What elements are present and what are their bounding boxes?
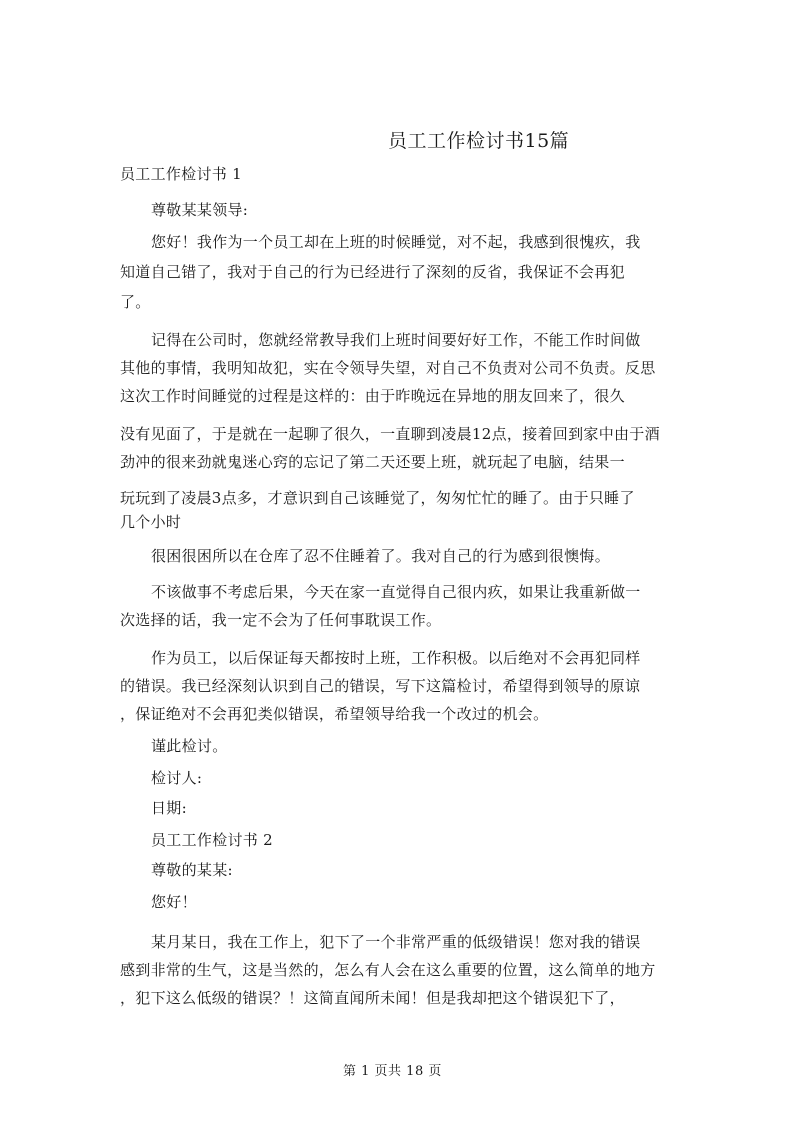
paragraph-line: 了。 [120,293,151,311]
paragraph-line: 不该做事不考虑后果，今天在家一直觉得自己很内疚，如果让我重新做一 [151,583,641,601]
section-heading: 员工工作检讨书 1 [120,165,243,183]
salutation: 尊敬的某某: [151,861,233,879]
page-footer: 第 1 页共 18 页 [343,1064,442,1079]
salutation: 尊敬某某领导: [151,201,249,219]
paragraph-line: 知道自己错了，我对于自己的行为已经进行了深刻的反省，我保证不会再犯 [120,263,625,281]
paragraph-line: 几个小时 [120,513,182,531]
paragraph-line: 很困很困所以在仓库了忍不住睡着了。我对自己的行为感到很懊悔。 [151,547,611,565]
paragraph-line: 记得在公司时，您就经常教导我们上班时间要好好工作，不能工作时间做 [151,331,641,349]
closing-line: 谨此检讨。 [151,737,228,755]
paragraph-line: 作为员工，以后保证每天都按时上班，工作积极。以后绝对不会再犯同样 [151,649,641,667]
paragraph-line: ，犯下这么低级的错误？！这简直闻所未闻！但是我却把这个错误犯下了， [120,989,625,1007]
paragraph-line: 劲冲的很来劲就鬼迷心窍的忘记了第二天还要上班，就玩起了电脑，结果一 [120,453,625,471]
paragraph-line: 您好！我作为一个员工却在上班的时候睡觉，对不起，我感到很愧疚，我 [151,233,641,251]
paragraph-line: 次选择的话，我一定不会为了任何事耽误工作。 [120,611,442,629]
date-label: 日期: [151,799,187,817]
signature-label: 检讨人: [151,769,203,787]
paragraph-line: 的错误。我已经深刻认识到自己的错误，写下这篇检讨，希望得到领导的原谅 [120,677,641,695]
paragraph-line: 某月某日，我在工作上，犯下了一个非常严重的低级错误！您对我的错误 [151,933,641,951]
paragraph-line: 玩玩到了凌晨3点多，才意识到自己该睡觉了，匆匆忙忙的睡了。由于只睡了 [120,489,635,507]
greeting: 您好！ [151,893,197,911]
paragraph-line: 感到非常的生气，这是当然的，怎么有人会在这么重要的位置，这么简单的地方 [120,961,656,979]
section-heading: 员工工作检讨书 2 [151,831,274,849]
paragraph-line: 其他的事情，我明知故犯，实在令领导失望，对自己不负责对公司不负责。反思 [120,359,656,377]
paragraph-line: 这次工作时间睡觉的过程是这样的：由于昨晚远在异地的朋友回来了，很久 [120,387,625,405]
document-title: 员工工作检讨书15篇 [388,130,570,152]
paragraph-line: 没有见面了，于是就在一起聊了很久，一直聊到凌晨12点，接着回到家中由于酒 [120,425,660,443]
paragraph-line: ，保证绝对不会再犯类似错误，希望领导给我一个改过的机会。 [120,705,549,723]
